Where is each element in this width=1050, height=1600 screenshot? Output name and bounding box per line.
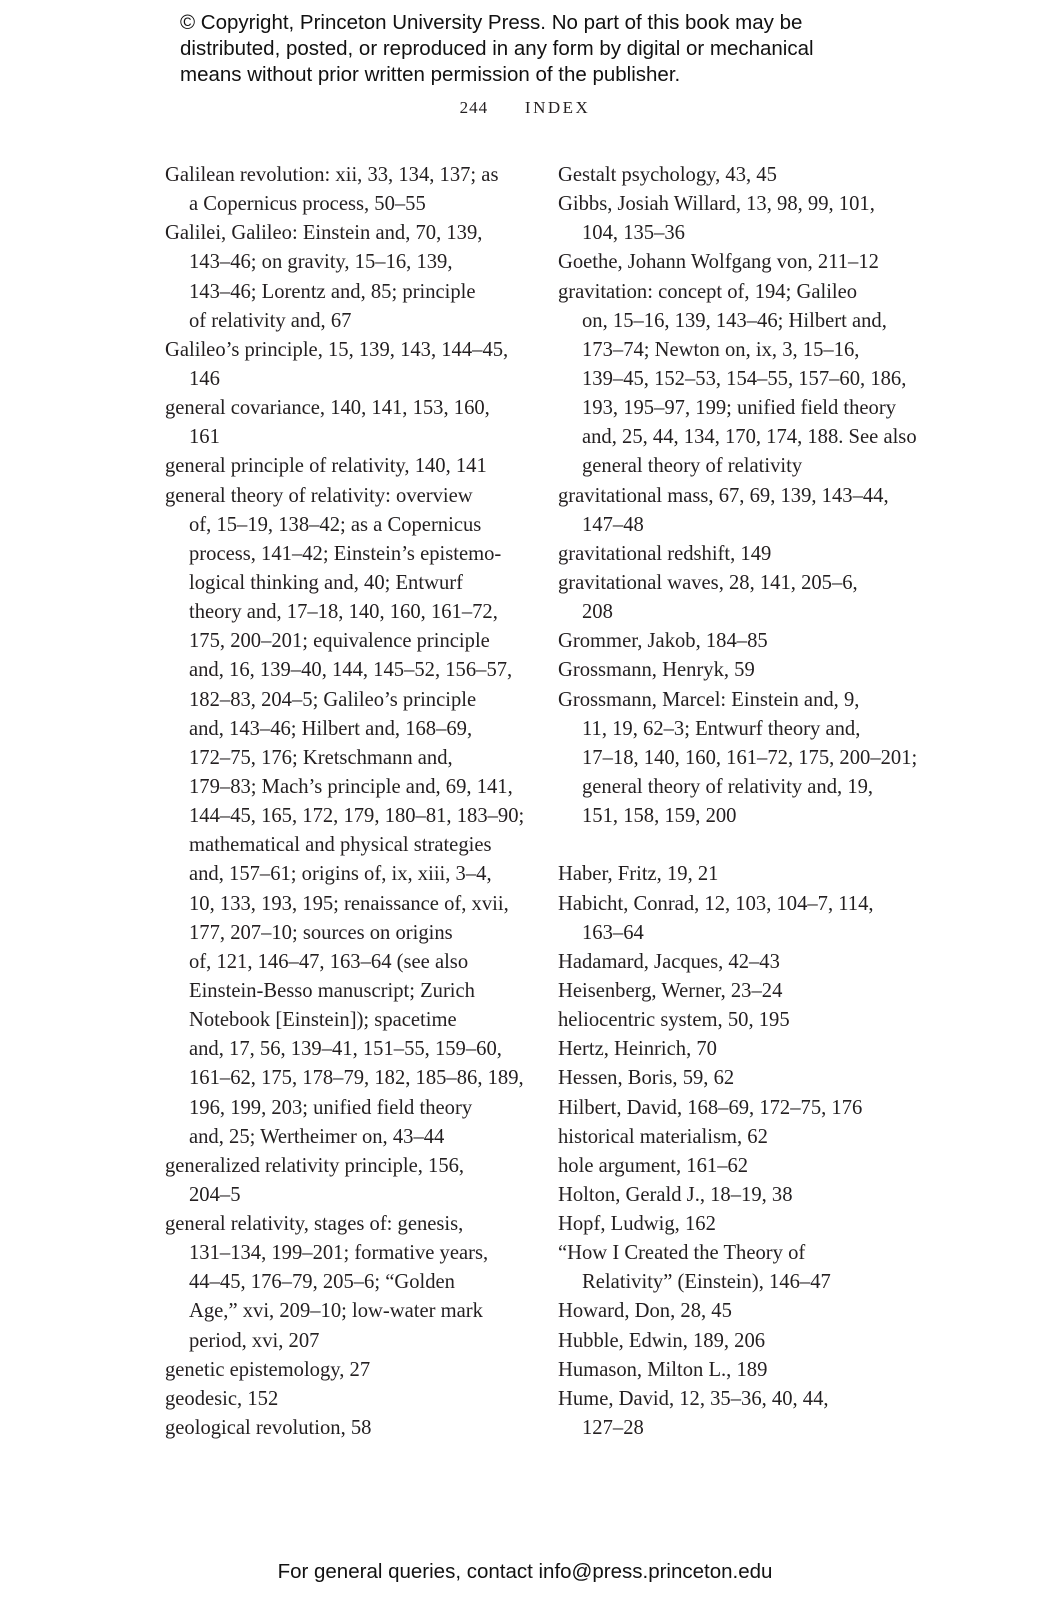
index-column-right — [558, 161, 918, 1443]
index-entry-continuation: 173–74; Newton on, ix, 3, 15–16, — [582, 338, 860, 361]
index-entry: historical materialism, 62 — [558, 1125, 768, 1148]
copyright-line: © Copyright, Princeton University Press. No part of this book may be — [180, 11, 803, 34]
index-entry-continuation: 17–18, 140, 160, 161–72, 175, 200–201; — [582, 746, 918, 769]
index-entry-continuation: 11, 19, 62–3; Entwurf theory and, — [582, 717, 861, 740]
index-entry: geodesic, 152 — [165, 1387, 279, 1410]
index-entry-continuation: and, 143–46; Hilbert and, 168–69, — [189, 717, 473, 740]
index-entry-continuation: 131–134, 199–201; formative years, — [189, 1242, 489, 1265]
index-entry: gravitational redshift, 149 — [558, 542, 772, 565]
index-entry-continuation: of relativity and, 67 — [189, 309, 352, 332]
page-number: 244 — [459, 98, 489, 117]
index-entry-continuation: 139–45, 152–53, 154–55, 157–60, 186, — [582, 367, 907, 390]
index-entry-continuation: theory and, 17–18, 140, 160, 161–72, — [189, 601, 498, 624]
index-entry: Grossmann, Henryk, 59 — [558, 659, 755, 682]
index-entry: Grommer, Jakob, 184–85 — [558, 630, 768, 653]
index-entry-continuation: on, 15–16, 139, 143–46; Hilbert and, — [582, 309, 887, 332]
index-entry-continuation: 179–83; Mach’s principle and, 69, 141, — [189, 775, 513, 798]
index-entry: gravitation: concept of, 194; Galileo — [558, 280, 858, 303]
index-entry-continuation: of, 121, 146–47, 163–64 (see also — [189, 950, 469, 973]
index-entry-continuation: and, 16, 139–40, 144, 145–52, 156–57, — [189, 659, 513, 682]
index-entry: Gestalt psychology, 43, 45 — [558, 164, 777, 186]
index-entry: Galilean revolution: xii, 33, 134, 137; as — [165, 164, 499, 186]
index-entry: Humason, Milton L., 189 — [558, 1358, 768, 1381]
copyright-line: means without prior written permission of the publisher. — [180, 63, 681, 86]
index-entry: Howard, Don, 28, 45 — [558, 1300, 732, 1323]
index-entry: Galilei, Galileo: Einstein and, 70, 139, — [165, 222, 483, 245]
index-entry-continuation: 175, 200–201; equivalence principle — [189, 630, 490, 653]
index-entry-continuation: 151, 158, 159, 200 — [582, 805, 737, 828]
index-entry: gravitational waves, 28, 141, 205–6, — [558, 571, 858, 594]
index-column-left — [165, 161, 525, 1443]
index-entry: Heisenberg, Werner, 23–24 — [558, 979, 783, 1002]
index-entry-continuation: a Copernicus process, 50–55 — [189, 193, 426, 216]
index-entry: generalized relativity principle, 156, — [165, 1154, 465, 1177]
index-entry-continuation: 172–75, 176; Kretschmann and, — [189, 746, 453, 769]
letter-group-gap — [558, 831, 918, 860]
index-entry: heliocentric system, 50, 195 — [558, 1009, 790, 1032]
section-title: INDEX — [524, 98, 591, 117]
index-entry: Habicht, Conrad, 12, 103, 104–7, 114, — [558, 892, 874, 915]
index-entry: general principle of relativity, 140, 141 — [165, 455, 487, 478]
index-entry-continuation: logical thinking and, 40; Entwurf — [189, 571, 463, 594]
index-entry: gravitational mass, 67, 69, 139, 143–44, — [558, 484, 889, 507]
index-entry: geological revolution, 58 — [165, 1417, 372, 1440]
index-entry: “How I Created the Theory of — [558, 1242, 806, 1265]
index-entry: Hopf, Ludwig, 162 — [558, 1213, 716, 1236]
copyright-notice — [180, 10, 940, 88]
index-entry: Holton, Gerald J., 18–19, 38 — [558, 1183, 793, 1206]
index-entry: Hertz, Heinrich, 70 — [558, 1038, 717, 1061]
index-entry: Gibbs, Josiah Willard, 13, 98, 99, 101, — [558, 193, 875, 216]
index-entry-continuation: Relativity” (Einstein), 146–47 — [582, 1271, 831, 1294]
index-entry-continuation: 182–83, 204–5; Galileo’s principle — [189, 688, 477, 711]
index-entry-continuation: process, 141–42; Einstein’s epistemo- — [189, 542, 502, 565]
index-entry-continuation: 204–5 — [189, 1183, 241, 1206]
index-entry-continuation: Einstein-Besso manuscript; Zurich — [189, 979, 475, 1002]
index-entry-continuation: 127–28 — [582, 1417, 644, 1440]
index-entry: Goethe, Johann Wolfgang von, 211–12 — [558, 251, 879, 274]
index-entry-continuation: Age,” xvi, 209–10; low-water mark — [189, 1300, 483, 1323]
index-entry-continuation: 104, 135–36 — [582, 222, 685, 245]
index-entry-continuation: general theory of relativity and, 19, — [582, 775, 874, 798]
index-entry: Hubble, Edwin, 189, 206 — [558, 1329, 766, 1352]
index-entry-continuation: of, 15–19, 138–42; as a Copernicus — [189, 513, 482, 536]
index-entry: Hume, David, 12, 35–36, 40, 44, — [558, 1387, 829, 1410]
index-entry: Hessen, Boris, 59, 62 — [558, 1067, 735, 1090]
index-entry: Galileo’s principle, 15, 139, 143, 144–45, — [165, 338, 509, 361]
index-entry-continuation: 143–46; Lorentz and, 85; principle — [189, 280, 476, 303]
index-entry-continuation: 44–45, 176–79, 205–6; “Golden — [189, 1271, 455, 1294]
index-entry-continuation: period, xvi, 207 — [189, 1329, 320, 1352]
index-entry: general relativity, stages of: genesis, — [165, 1213, 464, 1236]
index-entry-continuation: 143–46; on gravity, 15–16, 139, — [189, 251, 453, 274]
copyright-line: distributed, posted, or reproduced in any form by digital or mechanical — [180, 37, 814, 60]
index-entry: Hilbert, David, 168–69, 172–75, 176 — [558, 1096, 863, 1119]
index-entry-continuation: 177, 207–10; sources on origins — [189, 921, 453, 944]
running-head — [0, 98, 1050, 118]
index-entry-continuation: general theory of relativity — [582, 455, 803, 478]
index-entry-continuation: 193, 195–97, 199; unified field theory — [582, 397, 897, 420]
index-entry: hole argument, 161–62 — [558, 1154, 749, 1177]
index-entry-continuation: 146 — [189, 367, 220, 390]
index-entry-continuation: 10, 133, 193, 195; renaissance of, xvii, — [189, 892, 509, 915]
index-entry-continuation: and, 157–61; origins of, ix, xiii, 3–4, — [189, 863, 492, 886]
index-entry-continuation: and, 25, 44, 134, 170, 174, 188. See also — [582, 426, 917, 449]
index-entry: general theory of relativity: overview — [165, 484, 473, 507]
index-entry-continuation: and, 17, 56, 139–41, 151–55, 159–60, — [189, 1038, 502, 1061]
footer-contact: For general queries, contact info@press.princeton.edu — [277, 1560, 773, 1583]
index-entry-continuation: mathematical and physical strategies — [189, 834, 492, 857]
index-entry-continuation: 161–62, 175, 178–79, 182, 185–86, 189, — [189, 1067, 524, 1090]
index-entry: genetic epistemology, 27 — [165, 1358, 371, 1381]
index-entry: Hadamard, Jacques, 42–43 — [558, 950, 780, 973]
index-entry-continuation: 163–64 — [582, 921, 644, 944]
index-entry-continuation: 208 — [582, 601, 613, 624]
index-entry-continuation: and, 25; Wertheimer on, 43–44 — [189, 1125, 445, 1148]
index-entry: Haber, Fritz, 19, 21 — [558, 863, 719, 886]
index-entry-continuation: 161 — [189, 426, 220, 449]
index-entry-continuation: 144–45, 165, 172, 179, 180–81, 183–90; — [189, 805, 525, 828]
index-entry-continuation: 196, 199, 203; unified field theory — [189, 1096, 473, 1119]
index-entry: general covariance, 140, 141, 153, 160, — [165, 397, 490, 420]
index-entry: Grossmann, Marcel: Einstein and, 9, — [558, 688, 860, 711]
index-entry-continuation: Notebook [Einstein]); spacetime — [189, 1009, 457, 1032]
index-entry-continuation: 147–48 — [582, 513, 644, 536]
